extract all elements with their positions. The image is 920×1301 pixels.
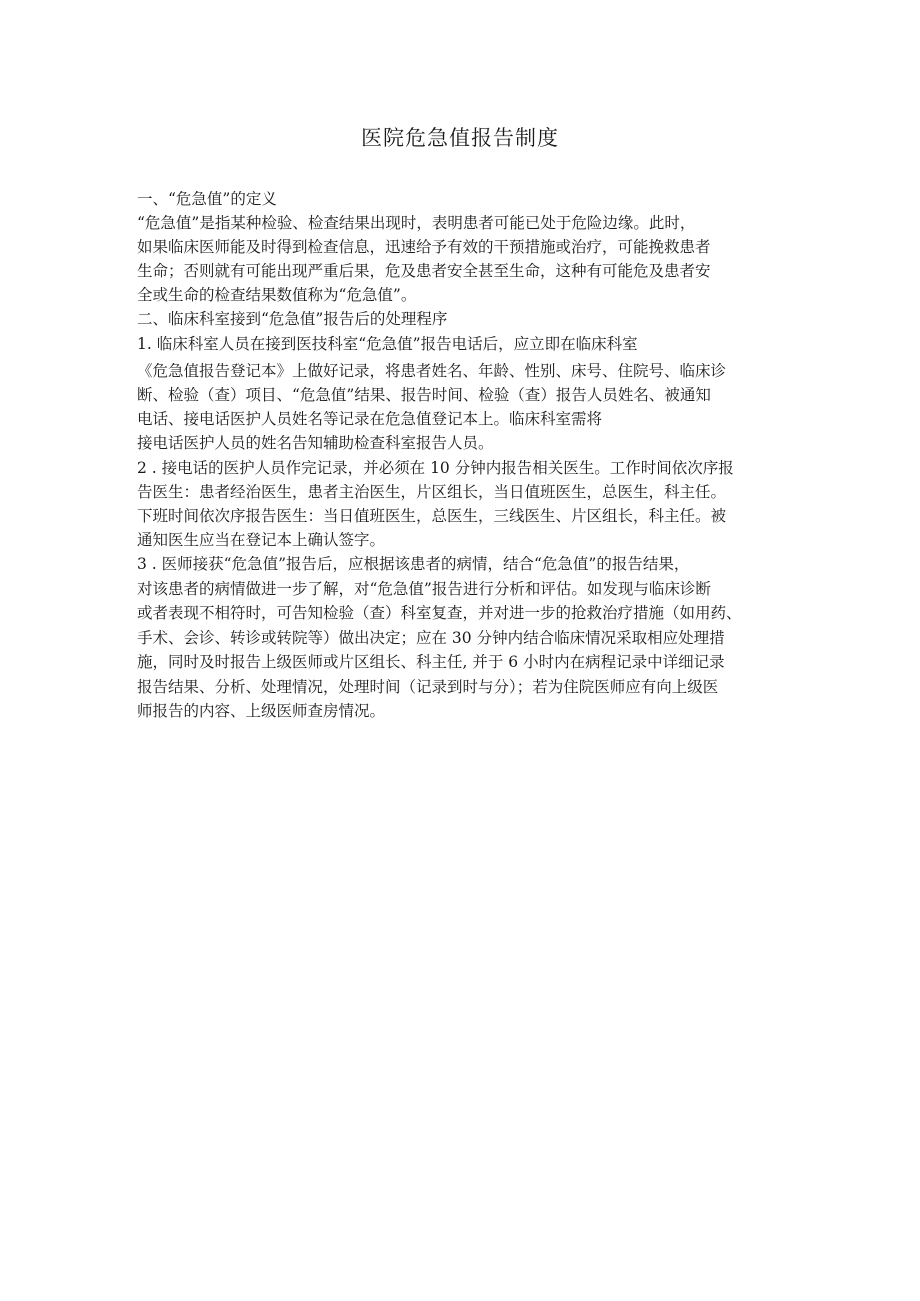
paragraph-line: 告医生：患者经治医生，患者主治医生，片区组长，当日值班医生，总医生，科主任。 [137,483,727,501]
paragraph-line: 报告结果、分析、处理情况，处理时间（记录到时与分）；若为住院医师应有向上级医 [137,678,719,696]
section-heading-definition: 一、“危急值”的定义 [137,190,277,208]
paragraph-line: 对该患者的病情做进一步了解，对“危急值”报告进行分析和评估。如发现与临床诊断 [137,580,711,598]
paragraph-line: 下班时间依次序报告医生：当日值班医生，总医生，三线医生、片区组长，科主任。被 [137,507,727,525]
paragraph-line: 师报告的内容、上级医师查房情况。 [137,702,386,720]
paragraph-line: 断、检验（查）项目、“危急值”结果、报告时间、检验（查）报告人员姓名、被通知 [137,386,711,404]
paragraph-line: 《危急值报告登记本》上做好记录，将患者姓名、年龄、性别、床号、住院号、临床诊 [137,362,727,380]
page-title: 医院危急值报告制度 [361,126,559,150]
paragraph-line: 施，同时及时报告上级医师或片区组长、科主任, 并于 6 小时内在病程记录中详细记录 [137,653,725,671]
paragraph-line: 接电话医护人员的姓名告知辅助检查科室报告人员。 [137,434,494,452]
paragraph-line: 全或生命的检查结果数值称为“危急值”。 [137,286,417,304]
paragraph-line: 通知医生应当在登记本上确认签字。 [137,531,386,549]
paragraph-line: 手术、会诊、转诊或转院等）做出决定；应在 30 分钟内结合临床情况采取相应处理措 [137,629,725,647]
paragraph-line: 生命；否则就有可能出现严重后果，危及患者安全甚至生命，这种有可能危及患者安 [137,262,711,280]
paragraph-line: 如果临床医师能及时得到检查信息，迅速给予有效的干预措施或治疗，可能挽救患者 [137,238,711,256]
section-heading-procedure: 二、临床科室接到“危急值”报告后的处理程序 [137,310,448,328]
paragraph-line: 2 . 接电话的医护人员作完记录，并必须在 10 分钟内报告相关医生。工作时间依次序报 [137,459,734,477]
paragraph-line: 3 . 医师接获“危急值”报告后，应根据该患者的病情，结合“危急值”的报告结果， [137,555,690,573]
paragraph-line: 或者表现不相符时，可告知检验（查）科室复查，并对进一步的抢救治疗措施（如用药、 [137,604,742,622]
paragraph-line: 电话、接电话医护人员姓名等记录在危急值登记本上。临床科室需将 [137,410,603,428]
paragraph-line: 1. 临床科室人员在接到医技科室“危急值”报告电话后，应立即在临床科室 [137,335,638,353]
paragraph-line: “危急值”是指某种检验、检查结果出现时，表明患者可能已处于危险边缘。此时， [137,214,696,232]
